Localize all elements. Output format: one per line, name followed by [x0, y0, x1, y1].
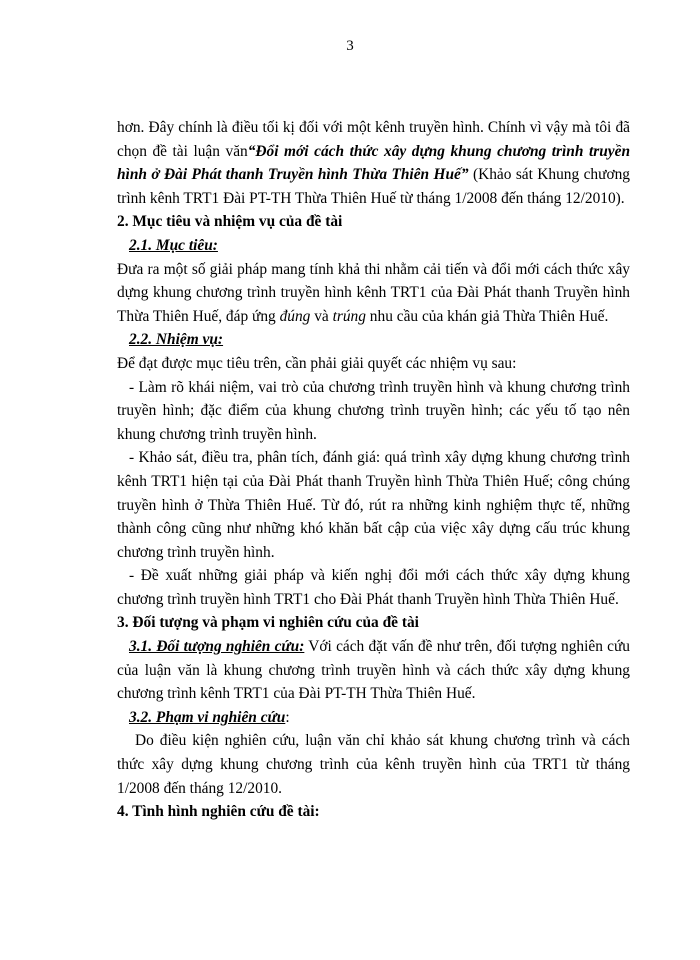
subsection-2-1-heading	[117, 234, 630, 258]
subsection-2-2-label: 2.2. Nhiệm vụ:	[129, 331, 224, 349]
objective-emphasis-1: đúng	[279, 307, 311, 325]
objective-text: Đưa ra một số giải pháp mang tính khả thi nhằm cải tiến và đổi mới cách thức xây dựng khung chương trình truyền hình kênh TRT1 của Đài Phát thanh Truyền hình Thừa Thiên Huế, đáp ứng	[117, 260, 630, 325]
task-item-2: - Khảo sát, điều tra, phân tích, đánh giá: quá trình xây dựng khung chương trình kênh TRT1 hiện tại của Đài Phát thanh Truyền hình Thừa Thiên Huế; công chúng truyền hình ở Thừa Thiên Huế. Từ đó, rút ra những kinh nghiệm thực tế, những thành công cũng như những khó khăn bất cập của việc xây dựng cấu trúc khung chương trình truyền hình.	[117, 449, 630, 561]
section-2-heading: 2. Mục tiêu và nhiệm vụ của đề tài	[117, 213, 343, 231]
intro-text-end: (Khảo sát Khung chương trình kênh TRT1 Đài PT-TH Thừa Thiên Huế từ tháng 1/2008 đến tháng 12/2010).	[117, 166, 630, 207]
research-object-paragraph	[117, 635, 630, 706]
subsection-2-1-label: 2.1. Mục tiêu:	[129, 236, 218, 254]
intro-paragraph	[117, 116, 630, 210]
subsection-3-1-label: 3.1. Đối tượng nghiên cứu:	[129, 638, 305, 656]
objective-paragraph	[117, 258, 630, 329]
thesis-title: “Đổi mới cách thức xây dựng khung chương trình truyền hình ở Đài Phát thanh Truyền hình Thừa Thiên Huế”	[117, 142, 631, 184]
section-3-heading: 3. Đối tượng và phạm vi nghiên cứu của đề tài	[117, 614, 419, 632]
objective-text-joiner: và	[310, 307, 333, 325]
research-scope-paragraph: Do điều kiện nghiên cứu, luận văn chỉ khảo sát khung chương trình và cách thức xây dựng khung chương trình của kênh truyền hình của TRT1 từ tháng 1/2008 đến tháng 12/2010.	[117, 732, 630, 797]
task-item-1: - Làm rõ khái niệm, vai trò của chương trình truyền hình và khung chương trình truyền hình; đặc điểm của khung chương trình truyền hình; các yếu tố tạo nên khung chương trình truyền hình.	[117, 378, 630, 443]
section-4-heading: 4. Tình hình nghiên cứu đề tài:	[117, 803, 320, 821]
subsection-2-2-heading	[117, 328, 630, 352]
tasks-intro: Để đạt được mục tiêu trên, cần phải giải quyết các nhiệm vụ sau:	[117, 354, 517, 372]
subsection-3-2-label: 3.2. Phạm vi nghiên cứu	[129, 708, 286, 726]
intro-text: hơn. Đây chính là điều tối kị đối với một kênh truyền hình. Chính vì vậy mà tôi đã chọn đề tài luận văn	[117, 119, 630, 160]
research-object-text: Với cách đặt vấn đề như trên, đối tượng nghiên cứu của luận văn là khung chương trình truyền hình và cách thức xây dựng khung chương trình kênh TRT1 của Đài PT-TH Thừa Thiên Huế.	[117, 638, 630, 703]
document-body	[117, 116, 630, 824]
objective-emphasis-2: trúng	[332, 307, 366, 325]
task-item-3: - Đề xuất những giải pháp và kiến nghị đổi mới cách thức xây dựng khung chương trình truyền hình TRT1 cho Đài Phát thanh Truyền hình Thừa Thiên Huế.	[117, 567, 630, 608]
page-number: 3	[346, 38, 354, 54]
subsection-3-2-colon: :	[285, 708, 290, 726]
objective-text-end: nhu cầu của khán giả Thừa Thiên Huế.	[365, 307, 609, 325]
subsection-3-2-heading	[117, 706, 630, 730]
